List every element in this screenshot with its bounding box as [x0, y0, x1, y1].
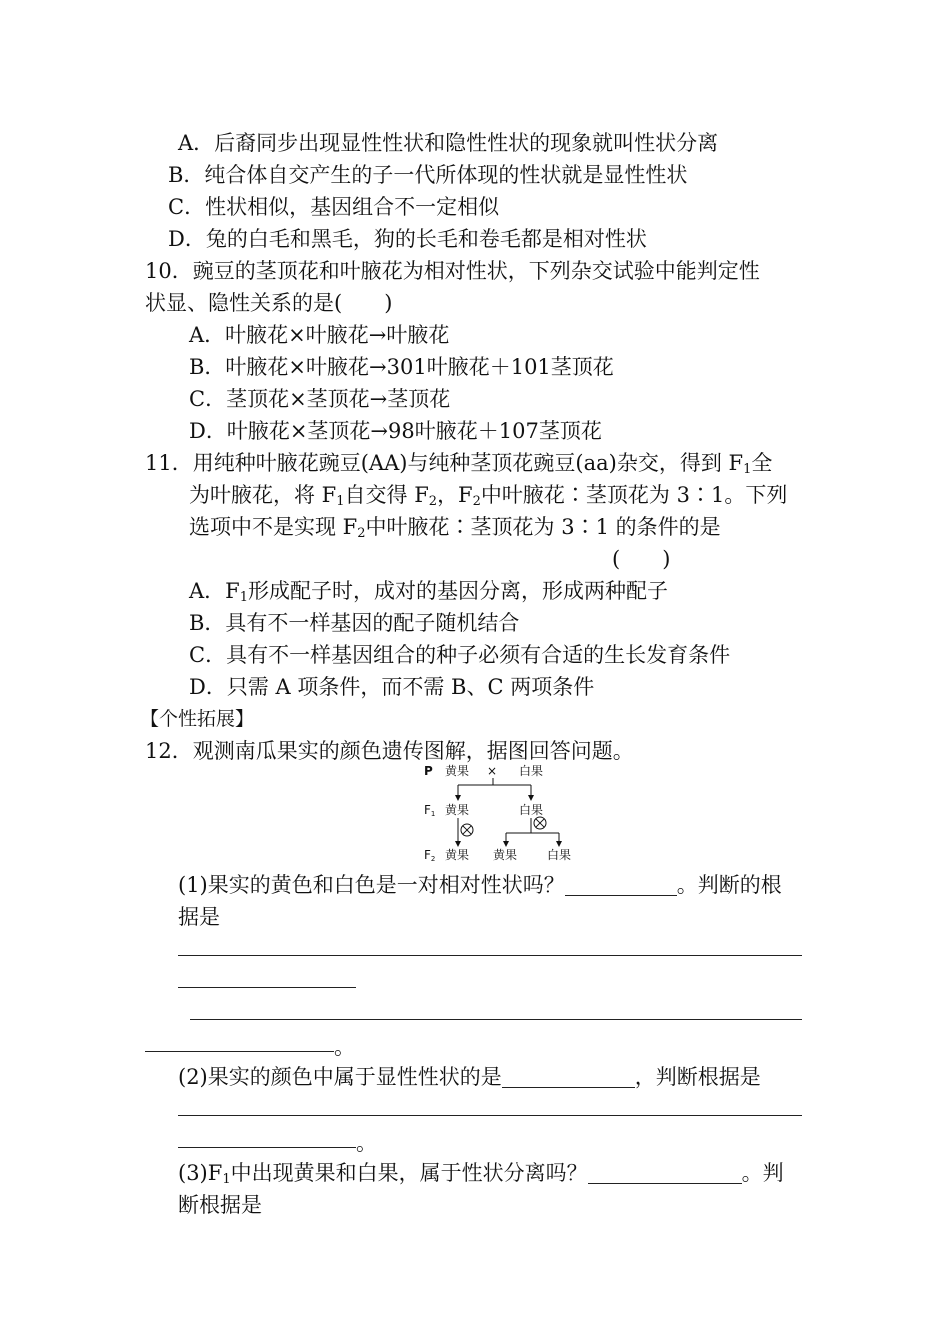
- q12-sub3-answer-blank[interactable]: [588, 1163, 742, 1184]
- diagram-p-white: 白果: [519, 764, 544, 778]
- q11-stem-line3: 选项中不是实现 $F_2$中叶腋花∶茎顶花为 3∶1 的条件的是: [189, 515, 721, 541]
- q12-sub2-answer-blank[interactable]: [502, 1067, 635, 1088]
- q12-sub1-answer-blank[interactable]: [565, 875, 677, 896]
- diagram-f1-yellow: 黄果: [445, 803, 470, 817]
- q12-sub1-answer-line-2[interactable]: [178, 987, 356, 988]
- q12-sub1-period: 。: [334, 1035, 355, 1059]
- q10-stem-line1: 10．豌豆的茎顶花和叶腋花为相对性状，下列杂交试验中能判定性: [145, 259, 760, 283]
- inheritance-diagram: [418, 762, 608, 866]
- q10-option-a: A．叶腋花×叶腋花→叶腋花: [189, 323, 450, 347]
- q10-stem-line2: 状显、隐性关系的是( ): [145, 291, 393, 315]
- q11-option-d: D．只需 A 项条件，而不需 B、C 两项条件: [189, 675, 595, 699]
- q10-option-c: C．茎顶花×茎顶花→茎顶花: [189, 387, 451, 411]
- diagram-f2-yellow-2: 黄果: [493, 848, 518, 862]
- q12-sub2-answer-line-2[interactable]: [178, 1147, 356, 1148]
- q11-option-c: C．具有不一样基因组合的种子必须有合适的生长发育条件: [189, 643, 731, 667]
- diagram-p-yellow: 黄果: [445, 764, 470, 778]
- diagram-p-label: P: [424, 764, 433, 778]
- q12-sub1-answer-line-4[interactable]: [145, 1051, 334, 1052]
- q12-sub1-line2: 据是: [178, 905, 220, 929]
- q11-answer-paren: ( ): [612, 547, 671, 571]
- q11-stem-line1: 11．用纯种叶腋花豌豆(AA)与纯种茎顶花豌豆(aa)杂交，得到 $F_1$全: [145, 451, 773, 477]
- q11-option-b: B．具有不一样基因的配子随机结合: [189, 611, 520, 635]
- q10-option-b: B．叶腋花×叶腋花→301叶腋花＋101茎顶花: [189, 355, 614, 379]
- diagram-f1-white: 白果: [519, 803, 544, 817]
- q12-sub1-answer-line-3[interactable]: [190, 1019, 802, 1020]
- q11-option-a: A．$F_1$形成配子时，成对的基因分离，形成两种配子: [189, 579, 669, 605]
- q12-stem: 12．观测南瓜果实的颜色遗传图解，据图回答问题。: [145, 739, 634, 763]
- diagram-f2-label: F2: [424, 848, 436, 863]
- diagram-f2-white: 白果: [547, 848, 572, 862]
- q9-option-a: A．后裔同步出现显性性状和隐性性状的现象就叫性状分离: [178, 131, 719, 155]
- q12-sub1-answer-line-1[interactable]: [178, 955, 802, 956]
- q9-option-c: C．性状相似，基因组合不一定相似: [168, 195, 500, 219]
- q12-sub1-line1: (1)果实的黄色和白色是一对相对性状吗？ 。判断的根: [178, 873, 782, 897]
- q11-stem-line2: 为叶腋花，将 $F_1$自交得 $F_2$，$F_2$中叶腋花∶茎顶花为 3∶1。下列: [189, 483, 788, 509]
- q12-sub2-period: 。: [356, 1131, 377, 1155]
- q12-sub3-line1: $(3)F_1$中出现黄果和白果，属于性状分离吗？ 。判: [178, 1161, 784, 1187]
- section-heading: 【个性拓展】: [140, 708, 255, 730]
- diagram-f2-yellow-1: 黄果: [445, 848, 470, 862]
- q12-sub3-line2: 断根据是: [178, 1193, 262, 1217]
- diagram-f1-label: F1: [424, 803, 436, 818]
- q9-option-b: B．纯合体自交产生的子一代所体现的性状就是显性性状: [168, 163, 688, 187]
- q12-sub2-line1: (2)果实的颜色中属于显性性状的是 ，判断根据是: [178, 1065, 761, 1089]
- q9-option-d: D．兔的白毛和黑毛，狗的长毛和卷毛都是相对性状: [168, 227, 647, 251]
- q10-option-d: D．叶腋花×茎顶花→98叶腋花＋107茎顶花: [189, 419, 602, 443]
- diagram-cross-symbol: ×: [487, 764, 498, 778]
- q12-sub2-answer-line-1[interactable]: [178, 1115, 802, 1116]
